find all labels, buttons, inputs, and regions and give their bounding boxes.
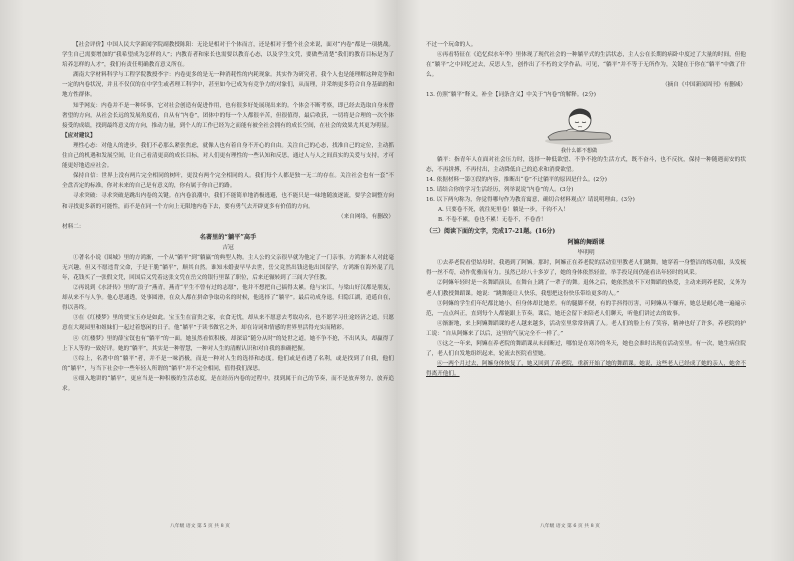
article-title: 阿嫲的舞蹈课 (567, 239, 605, 247)
article-author: 毕明明 (577, 250, 595, 257)
source-note: （摘自《中国新闻周刊》有删减） (662, 82, 746, 89)
paragraph: ③在《红楼梦》里的贾宝玉亦是如此。宝玉生在富贵之家，衣食无忧，却从来不愿意去考取功名，也不愿学习仕途经济之道，只愿意在大观园里和姐妹们一起过着悠闲的日子。他“躺平”于读书做官之外，却在诗词和情感的世界里活得充实而精彩。 (62, 315, 394, 332)
lying-flat-cartoon (536, 103, 622, 155)
question-16: 16. 以下两句称为，你觉得哪句作为教育寓意，确切合材料观点？请说明理由。(3分) (426, 196, 635, 203)
source-note: （来自网络，有删改） (338, 213, 394, 220)
paragraph: ①著名小说《围城》里的方鸿渐，一个从“躺平”到“躺赢”的典型人物。主人公的父亲很早就为他定了一门亲事。方鸿渐本人对此毫无兴趣，但又不愿违背父命，于是干脆“躺平”，顺其自然。谁知未婚妻早早去世，岳父竟然出钱送他出国留学，方鸿渐在海外混了几年，花钱买了一张假文凭，回国后又凭着这张文凭在岳父的银行里谋了职位，后来还辗转到了三闾大学任教。 (62, 254, 394, 281)
question-13: 13. 仿照“躺平”释义，补全【词条含义】中关于“内卷”的解释。(2分) (426, 92, 596, 99)
question-15: 15. 请结合你的学习生活经历，列举说说“内卷”的人。(3分) (426, 186, 574, 193)
underlined-paragraph: ⑥一两个月过去，阿嫲身体恢复了，她又回到了养老院，重新开始了她的舞蹈课。她说，这些老人已经成了她的亲人，她舍不得离开他们。 (426, 361, 746, 378)
section-heading: 【应对建议】 (62, 132, 96, 139)
paragraph: 知乎网友：内卷并不是一种坏事，它对社会创造有促进作用，也有很多好处展现出来的。个体会不断考察，即已经去选取自身未曾奢望的方向，从社会长远的发展角度看，自从有“内卷”，团体中的每一个人都很辛苦，但很值得，最后收获，一切将是合理的一次个体接受的成绩，找到最终意义的方向，推动力量，到个人的工作已经为之而能有被全社会拥有的成长空间，在社会的效果尤其更为明显。 (62, 102, 394, 129)
cartoon-caption: 我什么都不想做 (560, 147, 598, 154)
paragraph: ④渐渐地，来上阿嫲舞蹈课的老人越来越多，活动室里常常挤满了人。老人们的脸上有了笑容，精神也好了许多。养老院的护工说：“自从阿嫲来了以后，这里的气氛完全不一样了。” (426, 320, 746, 337)
left-page (62, 40, 394, 526)
article-title: 名著里的“躺平”高手 (199, 233, 257, 241)
paragraph: ②阿嫲年轻时是一名舞蹈演员，在舞台上跳了一辈子的舞。退休之后，她依然放不下对舞蹈的热爱，主动来到养老院，义务为老人们教授舞蹈课。她说：“跳舞能让人快乐，我想把这份快乐带给更多的人。” (426, 280, 746, 297)
section-3-heading: （三）阅读下面的文字，完成17-21题。(16分) (426, 228, 556, 236)
paragraph: ⑤综上，名著中的“躺平”者，并不是一味消极，而是一种对人生的选择和态度。他们或是看透了名利，或是找到了自我，他们的“躺平”，与当下社会中一些年轻人所谓的“躺平”并不完全相同，值得我们深思。 (62, 355, 394, 372)
paragraph: ⑥再看特征在《追忆似水年华》里体现了现代社会的一种躺平式的生活状态，主人公在长期的病卧中度过了大量的时间，但他在“躺平”之中回忆过去，反思人生，创作出了不朽的文学作品。可见，“躺平”并不等于无所作为，关键在于你在“躺平”中做了什么。 (426, 52, 746, 79)
paragraph: 保持自信：世界上没有两片完全相同的树叶，更没有两个完全相同的人。我们每个人都是独一无二的存在。关注社会也有一套“不全盘否定的标准，你对未来的自己是有意义的，你有属于你自己的路。 (62, 173, 394, 190)
paragraph: ①去养老院看望姑母时，我遇到了阿嫲。那时，阿嫲正在养老院的活动室里教老人们跳舞，她穿着一身整洁的练功服，头发梳得一丝不苟，动作优雅而有力。虽然已经八十多岁了，她的身体依然轻盈，举手投足间仍能看出年轻时的风采。 (426, 260, 746, 277)
paragraph: 不过一个玩命的人。 (426, 42, 477, 48)
paragraph: 寻求突破：寻求突破是跳出内卷的关键。在内卷浪潮中，我们不能简单地消极逃避，也不能只是一味地随波逐流，要学会调整方向和寻找更多新的可能性，而不是在同一个方向上无限地内卷下去，要有勇气去开辟更多有价值的方向。 (62, 193, 394, 210)
paragraph: ②再说到《水浒传》里的“浪子”燕青，燕青“平生不曾有过的志愿”，他并不想把自己搞得太累。他与宋江，与梁山好汉都是朋友，却从来不与人争。他心思通透，处事圆滑，在众人都在拼命争取功名的时候，他选择了“躺平”。最后功成身退，归隐江湖，逍遥自在，得以善终。 (62, 285, 394, 312)
paragraph: 湖南大学材料科学与工程学院教授李宇：内卷更多的是无一种消耗性的内耗现象。其实作为研究者，我个人也是能理解这种竞争和一定的内卷状况，并且不仅仅的在中学生或者理工科学中，甚至如今已成为有竞争力的对象们，从而理，并采纳更多符合自身基础的和地方性群体。 (62, 72, 394, 99)
paragraph: 【社会评价】中国人民大学新闻学院副教授陈阳：无论是相对于个体而言，还是相对于整个社会来说，面对“内卷”都是一项挑战。学生自己需要增加的“我希望成为怎样的人”；内教育者和家长也需要以教育心态，以及学生文凭，要做些清楚“我们的教育目标是为了培养怎样的人才”，我们有责任明确教育意义所在。 (62, 42, 394, 69)
material-label: 材料二： (62, 223, 85, 230)
paragraph: ⑤这之一年来，阿嫲在养老院的舞蹈课从未间断过，哪怕是在寒冷的冬天，她也会准时出现在活动室里。有一次，她生病住院了，老人们自发地组织起来，轮流去医院看望她。 (426, 340, 746, 358)
paragraph: ③阿嫲的学生们年纪都比她小，但身体却比她差。有的腿脚不便，有的手抖得厉害，可阿嫲从不嫌弃，她总是耐心地一遍遍示范，一点点纠正，直到每个人都能跟上节奏。课后，她还会留下来陪老人们聊天，听他们讲过去的故事。 (426, 300, 746, 317)
cartoon-illustration (536, 103, 622, 147)
definition-paragraph: 躺平：指青年人在面对社会压力时，选择一种低欲望、不争不抢的生活方式，既不奋斗，也不反抗，保持一种随遇而安的状态，不再拼搏，不再付出，主动降低自己的追求和消费欲望。 (426, 156, 746, 173)
paragraph: ⑥细入地讲的“躺平”，更应当是一种积极的生活态度，是在经历内卷的过程中，找到属于自己的节奏，而不是放弃努力，放弃追求。 (62, 375, 394, 392)
page-footer: 八年级 语文 第 6 页 共 8 页 (540, 524, 600, 529)
paragraph: ④《红楼梦》里的薛宝钗也有“躺平”的一面。她虽然看似积极，却深谙“随分从时”的处世之道。她不争不抢，不出风头，却赢得了上下人等的一致好评。她的“躺平”，其实是一种智慧，一种对人生的清醒认识和对自我的准确把握。 (62, 335, 394, 352)
page-footer: 八年级 语文 第 5 页 共 8 页 (170, 524, 230, 529)
paragraph: 理性心态：对他人的进步，我们不必那么紧张焦虑，就像人也有着自身不开心的自由。关注自己的心态，找准自己的定位，主动抓住自己的机遇和发展空间，让自己看清更高的成长目标，对人们更有理性的一些认知和反思，通过人与人之间真实的关爱与支持，才可能更好地适应社会。 (62, 142, 394, 170)
option-a: A. 只要卷不死，就往死里卷！躺是一步，千钧不入！ (438, 207, 569, 214)
option-b: B. 不卷不累，卷也不累！无卷不，不卷香！ (438, 217, 547, 224)
right-page (426, 40, 746, 526)
question-14: 14. 依据材料一第③段的内容，推断出“卷”不过躺平的原因是什么。(2分) (426, 176, 607, 183)
article-author: 吉冠 (222, 244, 234, 251)
